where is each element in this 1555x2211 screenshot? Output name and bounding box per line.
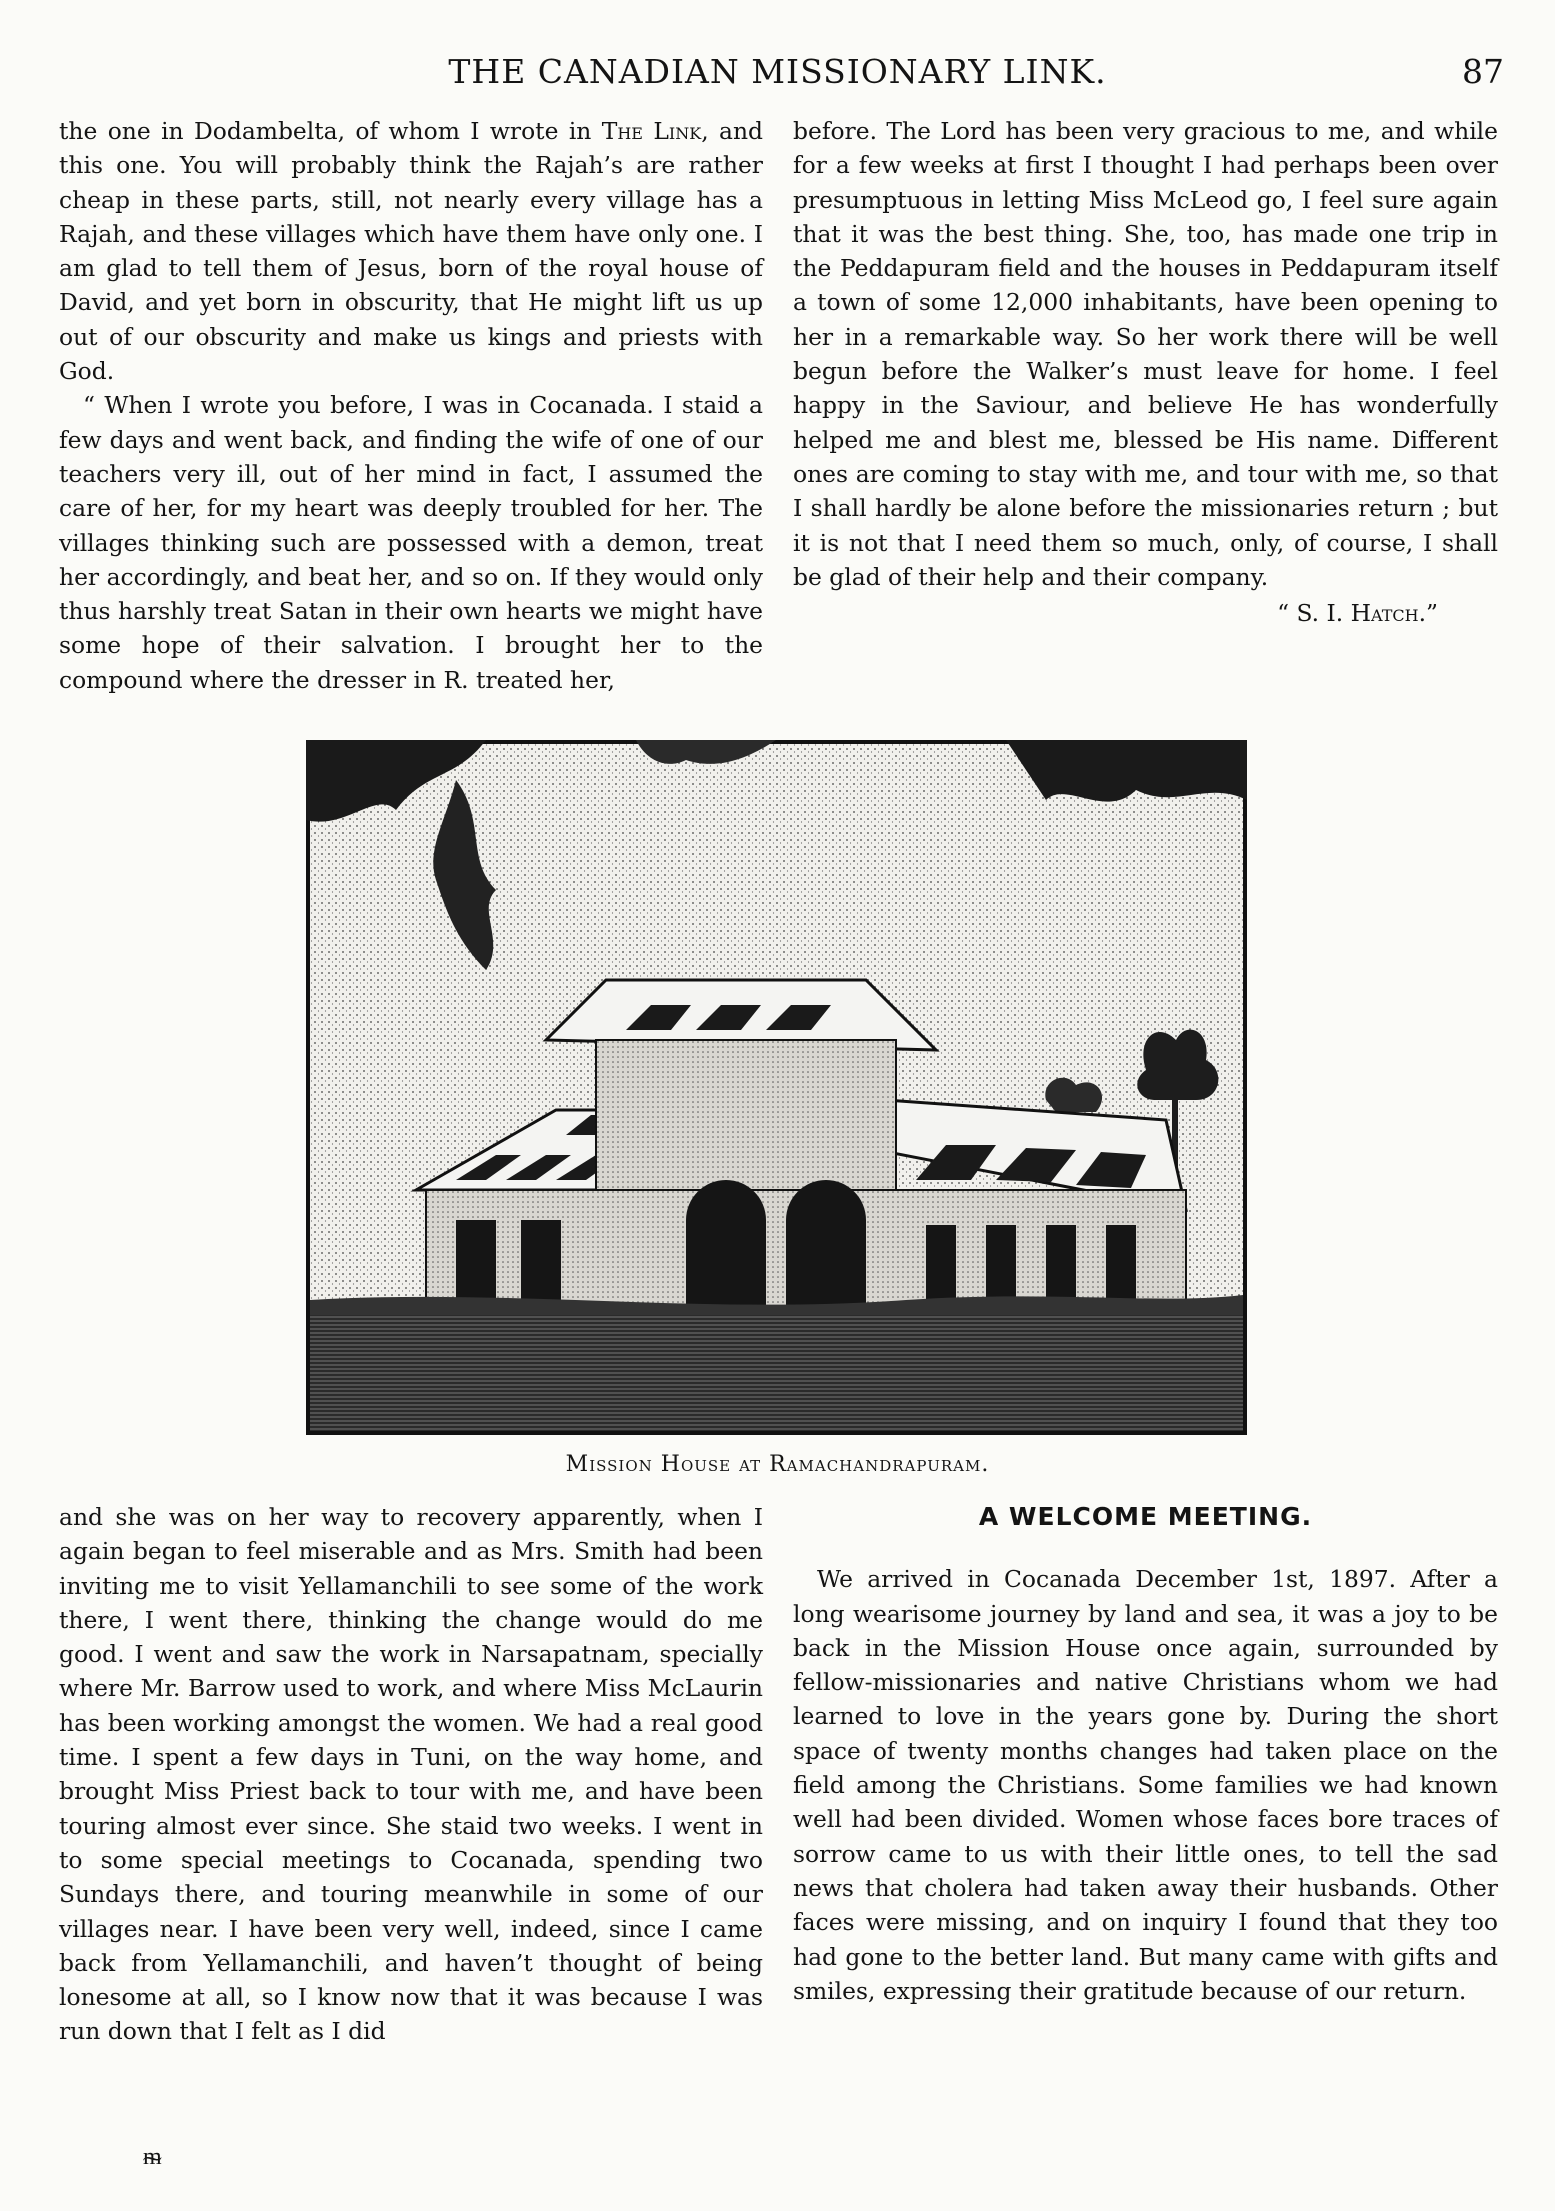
journal-title: THE CANADIAN MISSIONARY LINK. bbox=[448, 52, 1107, 91]
paragraph bbox=[59, 114, 763, 388]
mission-house-illustration bbox=[306, 740, 1247, 1435]
paragraph: We arrived in Cocanada December 1st, 1897. After a long wearisome journey by land and sea, it was a joy to be back in the Mission House once again, surrounded by fellow-missionaries and native Christians whom we had learned to love in the years gone by. During the short space of twenty months changes had taken place on the field among the Christians. Some families we had known well had been divided. Women whose faces bore traces of sorrow came to us with their little ones, to tell the sad news that cholera had taken away their husbands. Other faces were missing, and on inquiry I found that they too had gone to the better land. But many came with gifts and smiles, expressing their gratitude because of our return. bbox=[793, 1565, 1498, 2005]
page-header bbox=[0, 52, 1555, 102]
column-left-bottom bbox=[59, 1500, 763, 2049]
text-run: the one in Dodambelta, of whom I wrote in bbox=[59, 117, 602, 145]
text-run: , and this one. You will probably think the Rajah’s are rather cheap in these parts, still, not nearly every village has a Rajah, and these villages which have them have only one. I am glad to tell them of Jesus, born of the royal house of David, and yet born in obscurity, that He might lift us up out of our obscurity and make us kings and priests with God. bbox=[59, 117, 763, 386]
printer-mark: ᵯ bbox=[143, 2142, 162, 2170]
figure-caption: Mission House at Ramachandrapuram. bbox=[565, 1452, 990, 1477]
paragraph: before. The Lord has been very gracious to me, and while for a few weeks at first I thought I had perhaps been over presumptuous in letting Miss McLeod go, I feel sure again that it was the best thing. She, too, has made one trip in the Peddapuram field and the houses in Peddapuram itself a town of some 12,000 inhabitants, have been opening to her in a remarkable way. So her work there will be well begun before the Walker’s must leave for home. I feel happy in the Saviour, and believe He has wonderfully helped me and blest me, blessed be His name. Different ones are coming to stay with me, and tour with me, so that I shall hardly be alone before the missionaries return ; but it is not that I need them so much, only, of course, I shall be glad of their help and their company. bbox=[793, 117, 1498, 591]
paragraph: and she was on her way to recovery apparently, when I again began to feel miserable and as Mrs. Smith had been inviting me to visit Yellamanchili to see some of the work there, I went there, thinking the change would do me good. I went and saw the work in Narsapatnam, specially where Mr. Barrow used to work, and where Miss McLaurin has been working amongst the women. We had a real good time. I spent a few days in Tuni, on the way home, and brought Miss Priest back to tour with me, and have been touring almost ever since. She staid two weeks. I went in to some special meetings to Cocanada, spending two Sundays there, and touring meanwhile in some of our villages near. I have been very well, indeed, since I came back from Yellamanchili, and haven’t thought of being lonesome at all, so I know now that it was because I was run down that I felt as I did bbox=[59, 1503, 763, 2046]
page-number: 87 bbox=[1462, 52, 1504, 91]
paragraph: “ When I wrote you before, I was in Cocanada. I staid a few days and went back, and finding the wife of one of our teachers very ill, out of her mind in fact, I assumed the care of her, for my heart was deeply troubled for her. The villages thinking such are possessed with a demon, treat her accordingly, and beat her, and so on. If they would only thus harshly treat Satan in their own hearts we might have some hope of their salvation. I brought her to the compound where the dresser in R. treated her, bbox=[59, 391, 763, 694]
link-reference: The Link bbox=[601, 117, 702, 145]
engraving-image bbox=[306, 740, 1247, 1435]
signature: “ S. I. Hatch.” bbox=[1277, 599, 1438, 628]
column-right-top bbox=[793, 114, 1498, 630]
section-heading: A WELCOME MEETING. bbox=[978, 1502, 1313, 1531]
column-right-bottom bbox=[793, 1500, 1498, 2008]
column-left-top bbox=[59, 114, 763, 697]
